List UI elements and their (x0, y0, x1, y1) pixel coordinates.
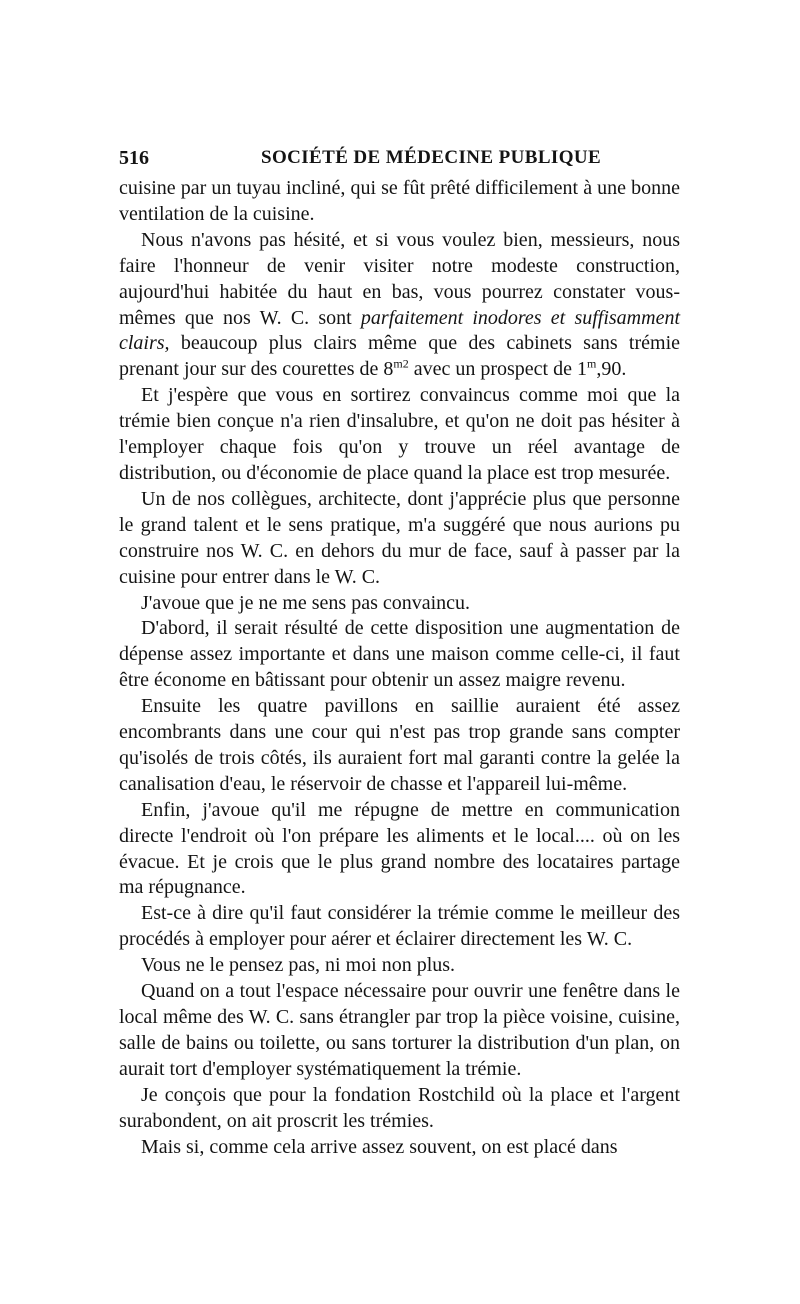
text-run: beaucoup plus clairs même que des cabinets sans trémie prenant jour sur des courettes de 8 (119, 332, 681, 381)
body-text (119, 176, 680, 1160)
paragraph: cuisine par un tuyau incliné, qui se fût prêté difficilement à une bonne ventilation de la cuisine. (119, 177, 680, 225)
superscript: m (586, 356, 597, 371)
page-number: 516 (119, 147, 149, 169)
paragraph: Ensuite les quatre pavillons en saillie auraient été assez encombrants dans une cour qui n'est pas trop grande sans compter qu'isolés de trois côtés, ils auraient fort mal garanti contre la gelée la canalisation d'eau, le réservoir de chasse et l'appareil lui-même. (119, 695, 680, 795)
paragraph: J'avoue que je ne me sens pas convaincu. (141, 591, 471, 614)
paragraph: D'abord, il serait résulté de cette disposition une augmentation de dépense assez importante et dans une maison comme celle-ci, il faut être économe en bâtissant pour obtenir un assez maigre revenu. (119, 617, 680, 692)
text-run: Nous n'avons pas hésité, et si vous voulez bien, messieurs, nous faire l'honneur de venir visiter notre modeste construction, aujourd'hui habitée du haut en bas, vous pourrez constater vous-mêmes que nos W. C. sont (119, 228, 680, 329)
running-head: SOCIÉTÉ DE MÉDECINE PUBLIQUE (261, 147, 602, 168)
italic-phrase: parfaitement inodores et suffisamment clairs, (119, 306, 680, 355)
paragraph: Je conçois que pour la fondation Rostchild où la place et l'argent surabondent, on ait proscrit les trémies. (119, 1083, 680, 1132)
superscript: m2 (393, 356, 409, 371)
paragraph: Mais si, comme cela arrive assez souvent, on est placé dans (141, 1135, 618, 1158)
paragraph: Enfin, j'avoue qu'il me répugne de mettre en communication directe l'endroit où l'on prépare les aliments et le local.... où on les évacue. Et je crois que le plus grand nombre des locataires partage ma répugnance. (119, 798, 680, 899)
text-run: ,90. (596, 358, 627, 381)
paragraph: Vous ne le pensez pas, ni moi non plus. (141, 954, 456, 977)
paragraph: Un de nos collègues, architecte, dont j'apprécie plus que personne le grand talent et le sens pratique, m'a suggéré que nous aurions pu construire nos W. C. en dehors du mur de face, sauf à passer par la cuisine pour entrer dans le W. C. (119, 487, 680, 588)
paragraph (119, 228, 680, 383)
text-run: avec un prospect de 1 (413, 358, 587, 381)
page-header (119, 147, 680, 175)
paragraph: Quand on a tout l'espace nécessaire pour ouvrir une fenêtre dans le local même des W. C. sans étrangler par trop la pièce voisine, cuisine, salle de bains ou toilette, ou sans torturer la distribution d'un plan, on aurait tort d'employer systématiquement la trémie. (119, 980, 680, 1080)
paragraph: Et j'espère que vous en sortirez convaincus comme moi que la trémie bien conçue n'a rien d'insalubre, et qu'on ne doit pas hésiter à l'employer chaque fois qu'on y trouve un réel avantage de distribution, ou d'économie de place quand la place est trop mesurée. (119, 384, 680, 484)
paragraph: Est-ce à dire qu'il faut considérer la trémie comme le meilleur des procédés à employer pour aérer et éclairer directement les W. C. (119, 902, 680, 951)
